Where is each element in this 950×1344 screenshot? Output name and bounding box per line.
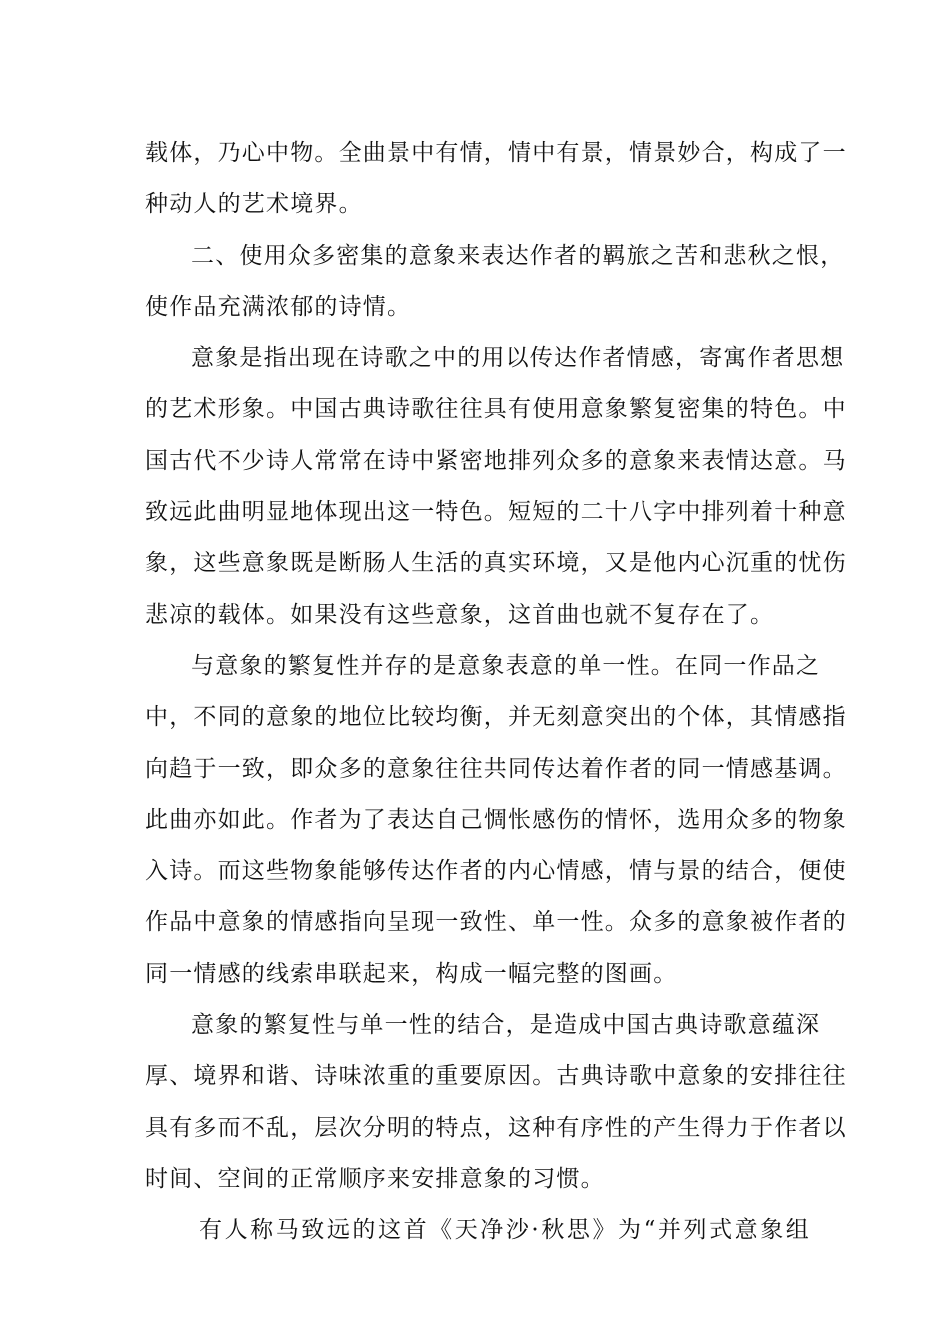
text-line: 的艺术形象。中国古典诗歌往往具有使用意象繁复密集的特色。中 xyxy=(145,396,847,423)
section-heading-line: 使作品充满浓郁的诗情。 xyxy=(145,293,412,320)
body-text xyxy=(145,128,847,1257)
text-line: 种动人的艺术境界。 xyxy=(145,191,363,218)
section-heading-line: 二、使用众多密集的意象来表达作者的羁旅之苦和悲秋之恨， xyxy=(191,242,845,269)
text-line: 国古代不少诗人常常在诗中紧密地排列众多的意象来表情达意。马 xyxy=(145,447,847,474)
text-line: 与意象的繁复性并存的是意象表意的单一性。在同一作品之 xyxy=(191,652,821,679)
text-line: 有人称马致远的这首《天净沙·秋思》为“并列式意象组 xyxy=(199,1217,810,1244)
text-line: 作品中意象的情感指向呈现一致性、单一性。众多的意象被作者的 xyxy=(145,909,847,936)
text-line: 时间、空间的正常顺序来安排意象的习惯。 xyxy=(145,1165,605,1192)
text-line: 厚、境界和谐、诗味浓重的重要原因。古典诗歌中意象的安排往往 xyxy=(145,1063,847,1090)
text-line: 载体，乃心中物。全曲景中有情，情中有景，情景妙合，构成了一 xyxy=(145,140,847,166)
text-line: 入诗。而这些物象能够传达作者的内心情感，情与景的结合，便使 xyxy=(145,858,847,885)
text-line: 意象的繁复性与单一性的结合，是造成中国古典诗歌意蕴深 xyxy=(191,1012,821,1039)
text-line: 同一情感的线索串联起来，构成一幅完整的图画。 xyxy=(145,960,678,987)
text-line: 向趋于一致，即众多的意象往往共同传达着作者的同一情感基调。 xyxy=(145,755,847,782)
text-line: 中，不同的意象的地位比较均衡，并无刻意突出的个体，其情感指 xyxy=(145,704,847,731)
text-line: 悲凉的载体。如果没有这些意象，这首曲也就不复存在了。 xyxy=(145,601,775,628)
text-line: 意象是指出现在诗歌之中的用以传达作者情感，寄寓作者思想 xyxy=(191,345,845,372)
text-line: 此曲亦如此。作者为了表达自己惆怅感伤的情怀，选用众多的物象 xyxy=(145,806,847,833)
text-line: 致远此曲明显地体现出这一特色。短短的二十八字中排列着十种意 xyxy=(145,499,847,526)
text-line: 具有多而不乱，层次分明的特点，这种有序性的产生得力于作者以 xyxy=(145,1114,847,1141)
text-line: 象，这些意象既是断肠人生活的真实环境，又是他内心沉重的忧伤 xyxy=(145,550,847,577)
